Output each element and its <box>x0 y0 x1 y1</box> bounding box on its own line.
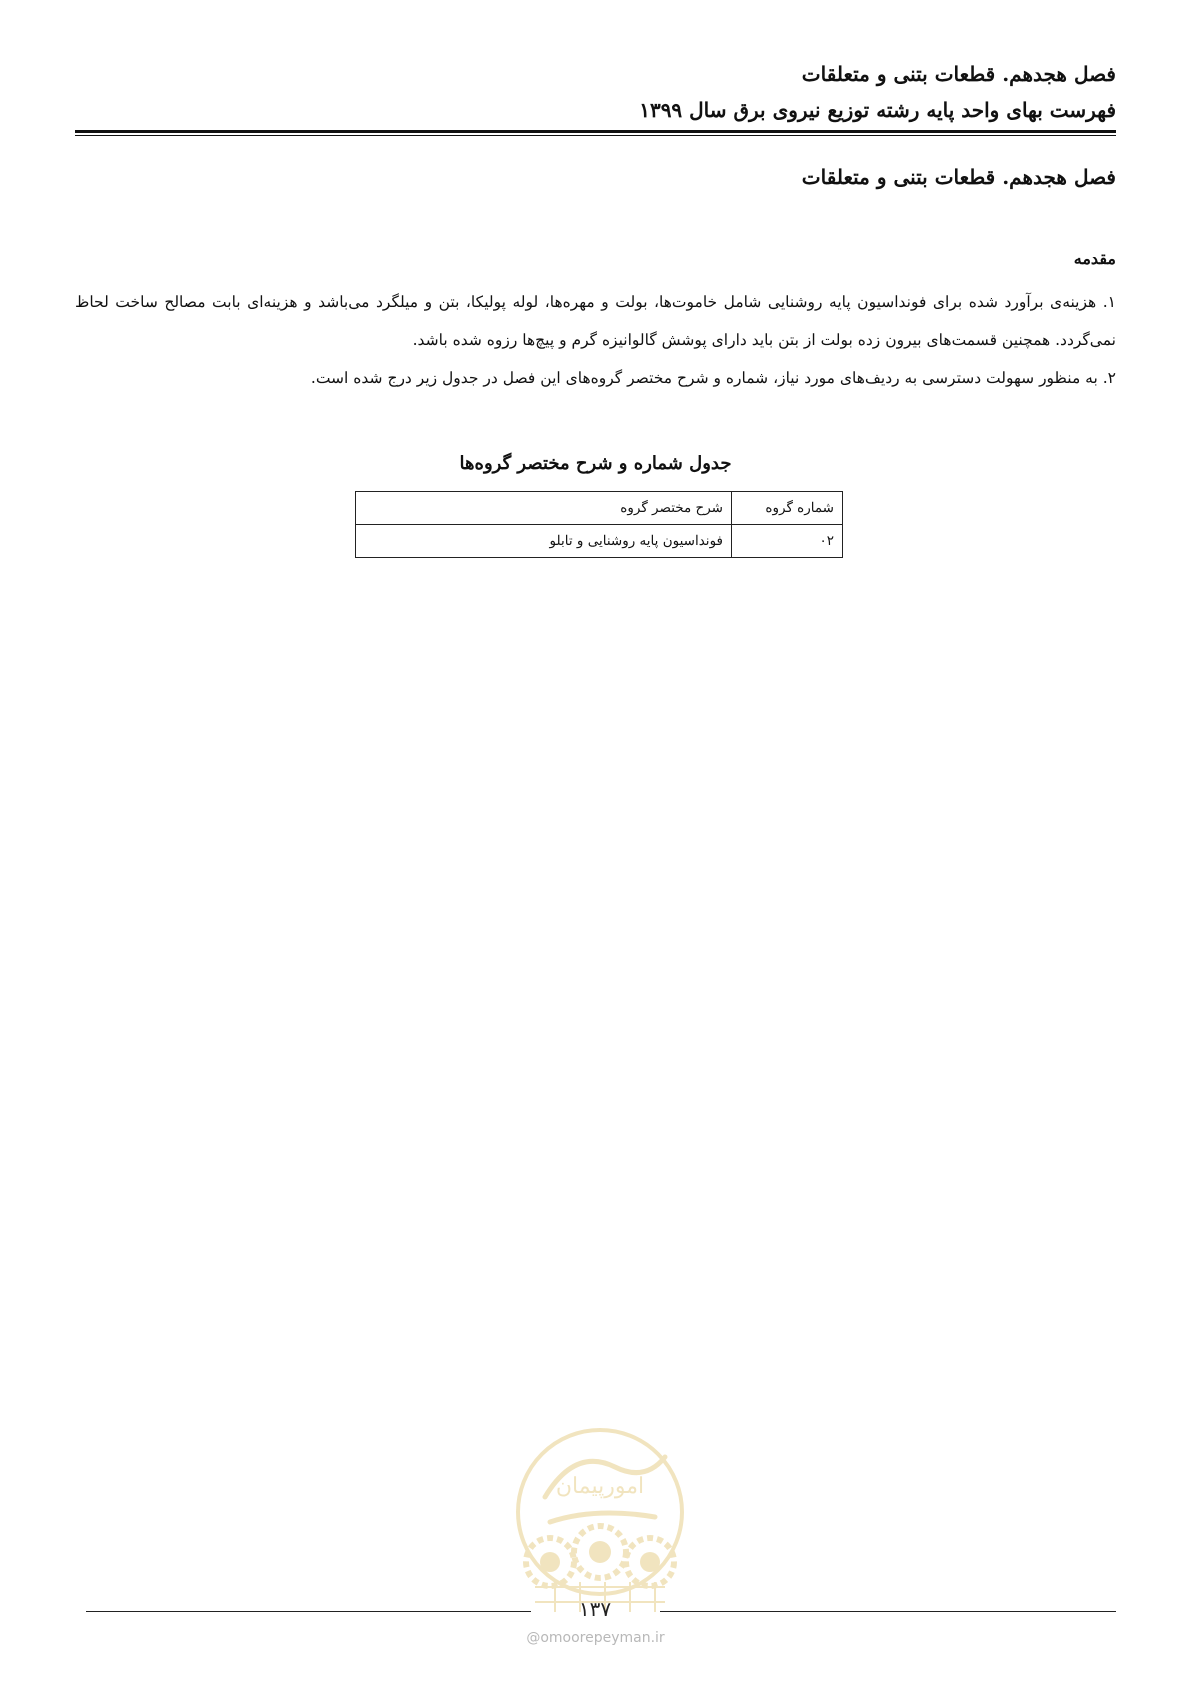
footer-rule-right <box>660 1611 1116 1612</box>
table-row <box>356 525 843 558</box>
header-group-number: شماره گروه <box>732 492 843 525</box>
table-caption: جدول شماره و شرح مختصر گروه‌ها <box>459 453 732 474</box>
header-group-description: شرح مختصر گروه <box>356 492 732 525</box>
running-header-document-title: فهرست بهای واحد پایه رشته توزیع نیروی برق سال ۱۳۹۹ <box>639 98 1116 122</box>
header-rule-thick <box>75 130 1116 133</box>
running-header-chapter: فصل هجدهم. قطعات بتنی و متعلقات <box>801 62 1116 86</box>
intro-paragraph-1: ۱. هزینه‌ی برآورد شده برای فونداسیون پایه روشنایی شامل خاموت‌ها، بولت و مهره‌ها، لوله پولیکا، بتن و میلگرد می‌باشد و هزینه‌ای بابت مصالح ساخت لحاظ نمی‌گردد. همچنین قسمت‌های بیرون زده بولت از بتن باید دارای پوشش گالوانیزه گرم و پیچ‌ها رزوه شده باشد. <box>75 293 1116 349</box>
intro-heading: مقدمه <box>1073 249 1116 268</box>
cell-group-description: فونداسیون پایه روشنایی و تابلو <box>356 525 732 558</box>
page-number: ۱۳۷ <box>578 1597 612 1621</box>
site-credit: @omoorepeyman.ir <box>526 1630 665 1646</box>
table-header-row <box>356 492 843 525</box>
header-rule-thin <box>75 135 1116 136</box>
intro-body <box>75 283 1116 397</box>
watermark-logo-text: امورپیمان <box>555 1474 645 1499</box>
footer-rule-left <box>86 1611 531 1612</box>
chapter-title: فصل هجدهم. قطعات بتنی و متعلقات <box>801 165 1116 189</box>
cell-group-number: ۰۲ <box>732 525 843 558</box>
groups-table <box>355 491 843 558</box>
page-header <box>75 56 1116 128</box>
intro-paragraph-2: ۲. به منظور سهولت دسترسی به ردیف‌های مورد نیاز، شماره و شرح مختصر گروه‌های این فصل در جدول زیر درج شده است. <box>310 369 1116 387</box>
